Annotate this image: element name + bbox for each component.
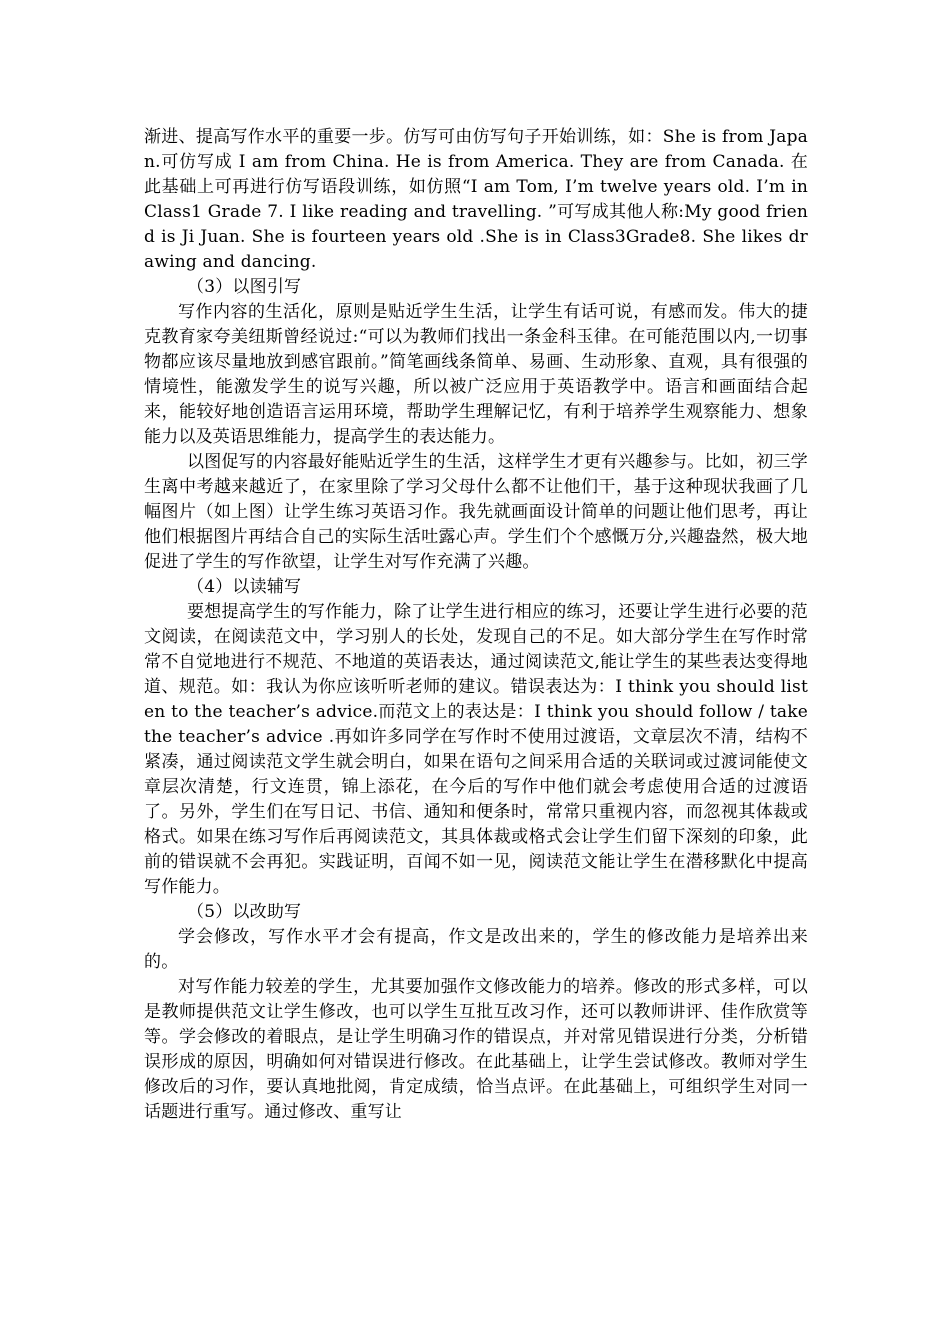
paragraph-imitation-writing: 渐进、提高写作水平的重要一步。仿写可由仿写句子开始训练，如：She is from Japan.可仿写成 I am from China. He is from America. They are from Canada. 在此基础上可再进行仿写语段训练，如仿照“I am Tom, I’m twelve years old. I’m in Class1 Grade 7. I like reading and travelling. ”可写成其他人称:My good friend is Ji Juan. She is fourteen years old .She is in Class3Grade8. She likes drawing and dancing. bbox=[144, 127, 808, 272]
paragraph-revision-method: 对写作能力较差的学生，尤其要加强作文修改能力的培养。修改的形式多样，可以是教师提供范文让学生修改，也可以学生互批互改习作，还可以教师讲评、佳作欣赏等等。学会修改的着眼点，是让学生明确习作的错误点，并对常见错误进行分类，分析错误形成的原因，明确如何对错误进行修改。在此基础上，让学生尝试修改。教师对学生修改后的习作，要认真地批阅，肯定成绩，恰当点评。在此基础上，可组织学生对同一话题进行重写。通过修改、重写让 bbox=[144, 977, 808, 1122]
paragraph-model-reading: 要想提高学生的写作能力，除了让学生进行相应的练习，还要让学生进行必要的范文阅读，在阅读范文中，学习别人的长处，发现自己的不足。如大部分学生在写作时常常不自觉地进行不规范、不地道的英语表达，通过阅读范文,能让学生的某些表达变得地道、规范。如：我认为你应该听听老师的建议。错误表达为：I think you should listen to the teacher’s advice.而范文上的表达是：I think you should follow / take the teacher’s advice .再如许多同学在写作时不使用过渡语，文章层次不清，结构不紧凑，通过阅读范文学生就会明白，如果在语句之间采用合适的关联词或过渡词能使文章层次清楚，行文连贯，锦上添花，在今后的写作中他们就会考虑使用合适的过渡语了。另外，学生们在写日记、书信、通知和便条时，常常只重视内容，而忽视其体裁或格式。如果在练习写作后再阅读范文，其具体裁或格式会让学生们留下深刻的印象，此前的错误就不会再犯。实践证明，百闻不如一见，阅读范文能让学生在潜移默化中提高写作能力。 bbox=[144, 602, 808, 897]
heading-picture-writing: （3）以图引写 bbox=[187, 277, 302, 297]
document-body bbox=[144, 125, 808, 1125]
heading-reading-writing: （4）以读辅写 bbox=[187, 577, 302, 597]
heading-revision-writing: （5）以改助写 bbox=[187, 902, 302, 922]
paragraph-life-content: 写作内容的生活化，原则是贴近学生生活，让学生有话可说，有感而发。伟大的捷克教育家夸美纽斯曾经说过:“可以为教师们找出一条金科玉律。在可能范围以内,一切事物都应该尽量地放到感官跟前。”简笔画线条简单、易画、生动形象、直观，具有很强的情境性，能激发学生的说写兴趣，所以被广泛应用于英语教学中。语言和画面结合起来，能较好地创造语言运用环境，帮助学生理解记忆，有利于培养学生观察能力、想象能力以及英语思维能力，提高学生的表达能力。 bbox=[144, 302, 808, 447]
paragraph-picture-practice: 以图促写的内容最好能贴近学生的生活，这样学生才更有兴趣参与。比如，初三学生离中考越来越近了，在家里除了学习父母什么都不让他们干，基于这种现状我画了几幅图片（如上图）让学生练习英语习作。我先就画面设计简单的问题让他们思考，再让他们根据图片再结合自己的实际生活吐露心声。学生们个个感慨万分,兴趣盎然，极大地促进了学生的写作欲望，让学生对写作充满了兴趣。 bbox=[144, 452, 808, 572]
paragraph-revision-intro: 学会修改，写作水平才会有提高，作文是改出来的，学生的修改能力是培养出来的。 bbox=[144, 927, 808, 972]
